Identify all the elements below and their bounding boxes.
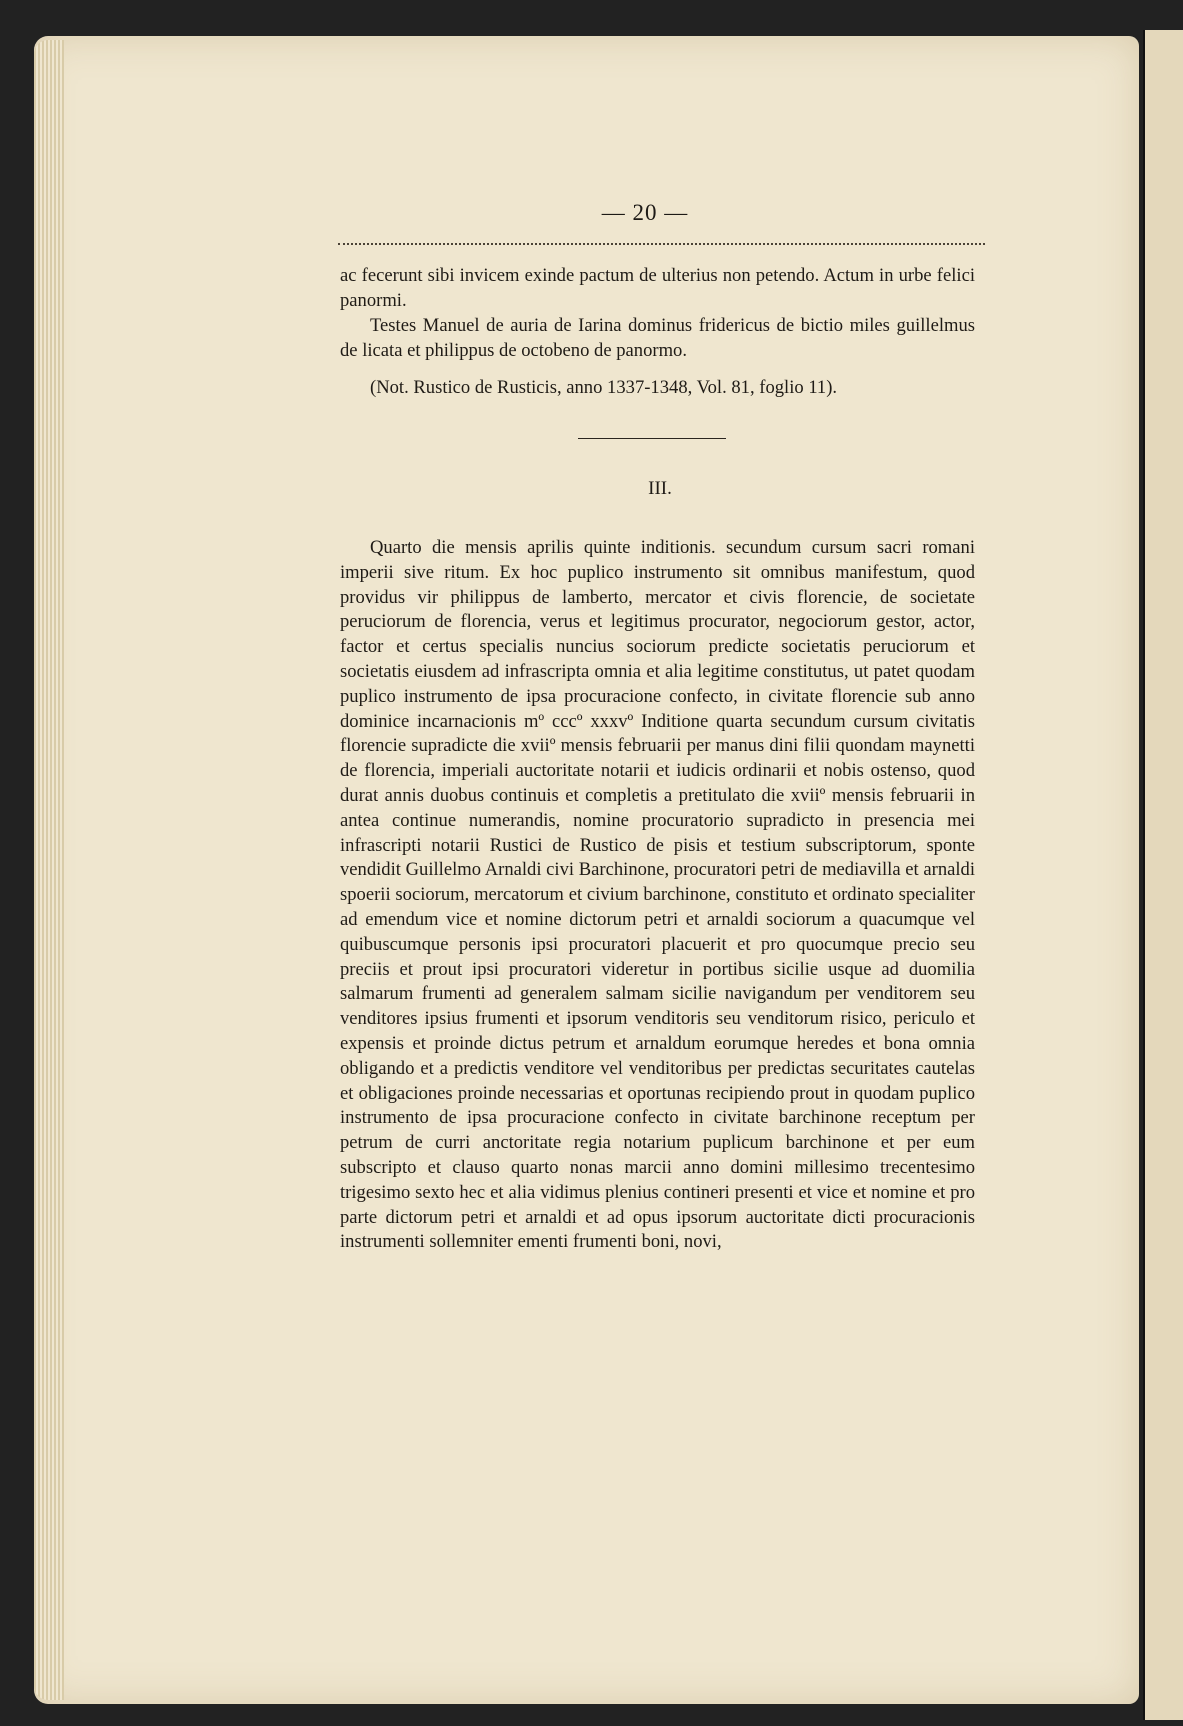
dotted-header-rule	[338, 243, 985, 245]
section-numeral: III.	[648, 478, 672, 499]
section-divider	[578, 438, 726, 439]
page-number: — 20 —	[601, 200, 689, 225]
page-edges	[34, 40, 64, 1700]
paragraph-closing: ac fecerunt sibi invicem exinde pactum de ulterius non petendo. Actum in urbe felici panormi.	[340, 265, 975, 311]
paragraph-witnesses: Testes Manuel de auria de Iarina dominus fridericus de bictio miles guillelmus de licata et philippus de octobeno de panormo.	[340, 315, 975, 361]
facing-page-edge	[1143, 30, 1183, 1720]
archival-citation: (Not. Rustico de Rusticis, anno 1337-1348, Vol. 81, foglio 11).	[370, 377, 838, 398]
paragraph-main-deed: Quarto die mensis aprilis quinte inditionis. secundum cursum sacri romani imperii sive ritum. Ex hoc puplico instrumento sit omnibus manifestum, quod providus vir philippus de lamberto, mercator et civis florencie, de societate peruciorum de florencia, verus et legitimus procurator, negociorum gestor, actor, factor et certus specialis nuncius sociorum predicte societatis peruciorum et societatis eiusdem ad infrascripta omnia et alia legitime constitutus, ut patet quodam puplico instrumento de ipsa procuracione confecto, in civitate florencie sub anno dominice incarnacionis mº cccº xxxvº Inditione quarta secundum cursum civitatis florencie supradicte die xviiº mensis februarii per manus dini filii quondam maynetti de florencia, imperiali auctoritate notarii et iudicis ordinarii et nobis ostenso, quod durat annis duobus continuis et completis a pretitulato die xviiº mensis februarii in antea continue numerandis, nomine procuratorio supradicto in presencia mei infrascripti notarii Rustici de Rustico de pisis et testium subscriptorum, sponte vendidit Guillelmo Arnaldi civi Barchinone, procuratori petri de mediavilla et arnaldi spoerii sociorum, mercatorum et civium barchinone, constituto et ordinato specialiter ad emendum vice et nomine dictorum petri et arnaldi sociorum a quacumque vel quibuscumque personis ipsi procuratori placuerit et pro quocumque precio seu preciis et prout ipsi procuratori videretur in portibus sicilie usque ad duomilia salmarum frumenti ad generalem salmam sicilie navigandum per venditorem seu venditores ipsius frumenti et ipsorum venditoris seu venditorum risico, periculo et expensis et proinde dictus petrum et arnaldum eorumque heredes et bona omnia obligando et a predictis venditore vel venditoribus per predictas securitates cautelas et obligaciones proinde necessarias et oportunas recipiendo prout in quodam puplico instrumento de ipsa procuracione confecto in civitate barchinone receptum per petrum de curri anctoritate regia notarium puplicum barchinone et per eum subscripto et clauso quarto nonas marcii anno domini millesimo trecentesimo trigesimo sexto hec et alia vidimus plenius contineri presenti et vice et nomine et pro parte dictorum petri et arnaldi et ad opus ipsorum auctoritate dicti procuracionis instrumenti sollemniter ementi frumenti boni, novi,	[340, 537, 975, 1253]
